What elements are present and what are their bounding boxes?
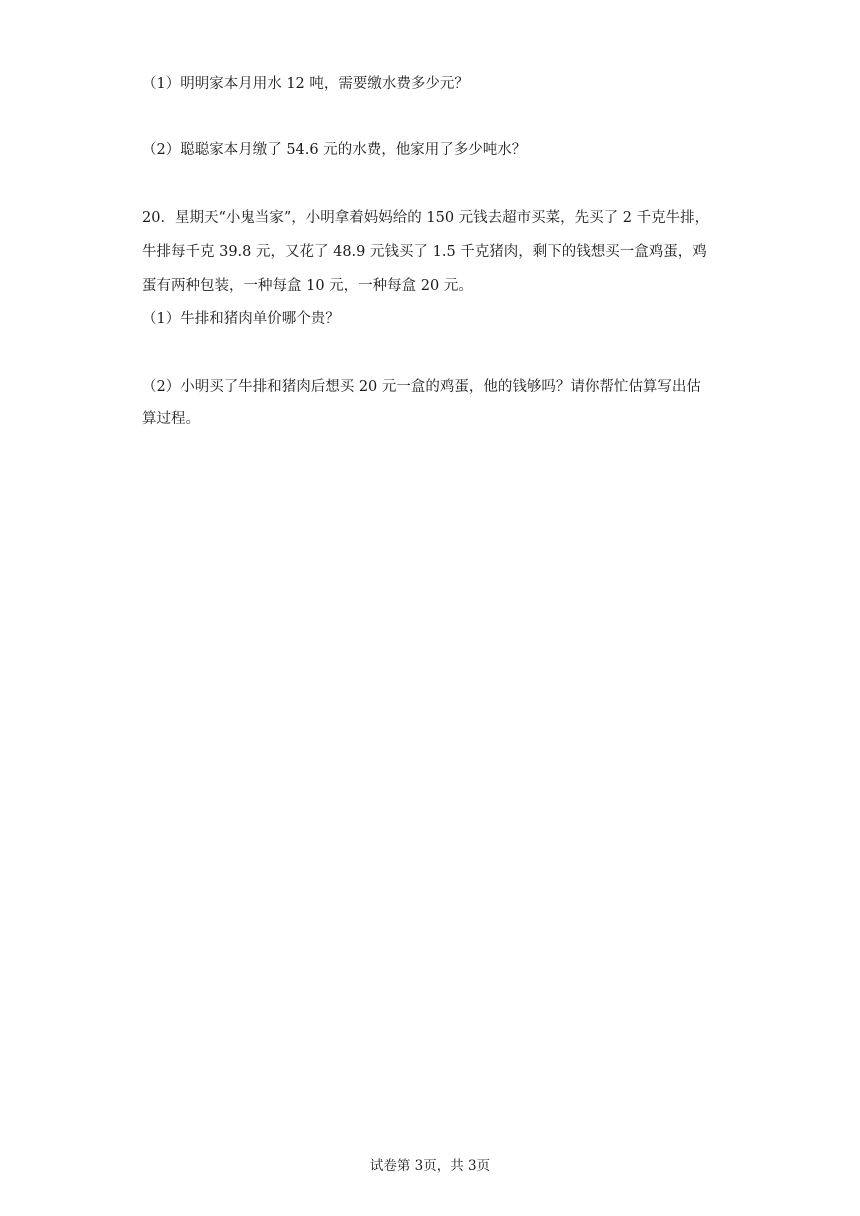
page-footer: 试卷第 3页，共 3页 bbox=[369, 1158, 491, 1174]
q19-part1: （1）明明家本月用水 12 吨，需要缴水费多少元？ bbox=[142, 76, 469, 92]
q20-stem-line-3: 蛋有两种包装，一种每盒 10 元，一种每盒 20 元。 bbox=[142, 278, 473, 294]
q19-part2: （2）聪聪家本月缴了 54.6 元的水费，他家用了多少吨水？ bbox=[142, 142, 527, 158]
q20-stem-line-1: 20．星期天“小鬼当家”，小明拿着妈妈给的 150 元钱去超市买菜，先买了 2 千克牛排， bbox=[142, 210, 710, 226]
q20-part1: （1）牛排和猪肉单价哪个贵？ bbox=[142, 311, 340, 327]
q20-part2-line-2: 算过程。 bbox=[142, 411, 200, 427]
q20-part2-line-1: （2）小明买了牛排和猪肉后想买 20 元一盒的鸡蛋，他的钱够吗？请你帮忙估算写出估 bbox=[142, 379, 701, 395]
q20-stem-line-2: 牛排每千克 39.8 元，又花了 48.9 元钱买了 1.5 千克猪肉，剩下的钱想买一盒鸡蛋，鸡 bbox=[142, 244, 707, 260]
